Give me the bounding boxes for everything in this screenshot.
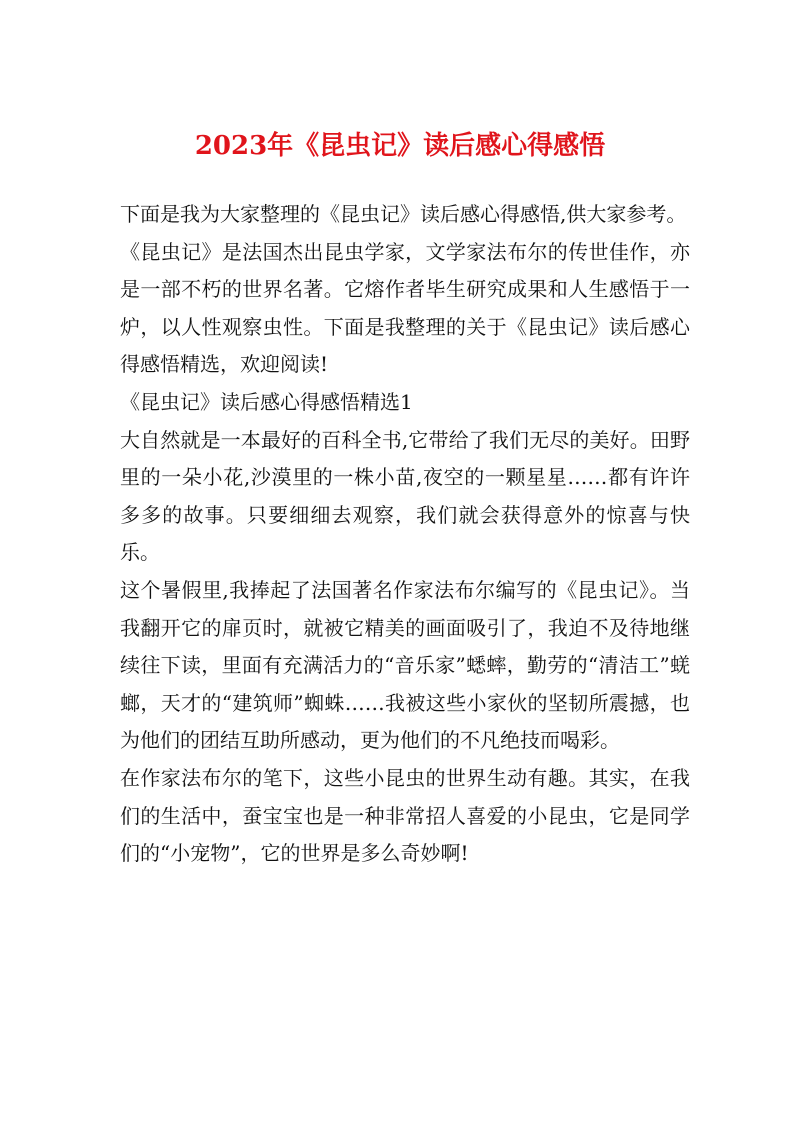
summary-paragraph: 《昆虫记》是法国杰出昆虫学家，文学家法布尔的传世佳作，亦是一部不朽的世界名著。它熔作者毕生研究成果和人生感悟于一炉，以人性观察虫性。下面是我整理的关于《昆虫记》读后感心得感悟精选，欢迎阅读! <box>120 239 690 377</box>
body-paragraph: 在作家法布尔的笔下，这些小昆虫的世界生动有趣。其实，在我们的生活中，蚕宝宝也是一种非常招人喜爱的小昆虫，它是同学们的“小宠物”，它的世界是多么奇妙啊! <box>120 765 690 866</box>
intro-paragraph: 下面是我为大家整理的《昆虫记》读后感心得感悟,供大家参考。 <box>120 202 687 226</box>
document-body <box>120 196 690 873</box>
section-heading: 《昆虫记》读后感心得感悟精选1 <box>120 389 413 414</box>
document-title: 2023年《昆虫记》读后感心得感悟 <box>194 131 606 161</box>
body-paragraph: 大自然就是一本最好的百科全书,它带给了我们无尽的美好。田野里的一朵小花,沙漠里的一株小苗,夜空的一颗星星……都有许许多多的故事。只要细细去观察，我们就会获得意外的惊喜与快乐。 <box>120 427 690 565</box>
body-paragraph: 这个暑假里,我捧起了法国著名作家法布尔编写的《昆虫记》。当我翻开它的扉页时，就被它精美的画面吸引了，我迫不及待地继续往下读，里面有充满活力的“音乐家”蟋蟀，勤劳的“清洁工”蜣螂，天才的“建筑师”蜘蛛……我被这些小家伙的坚韧所震撼，也为他们的团结互助所感动，更为他们的不凡绝技而喝彩。 <box>120 577 690 753</box>
